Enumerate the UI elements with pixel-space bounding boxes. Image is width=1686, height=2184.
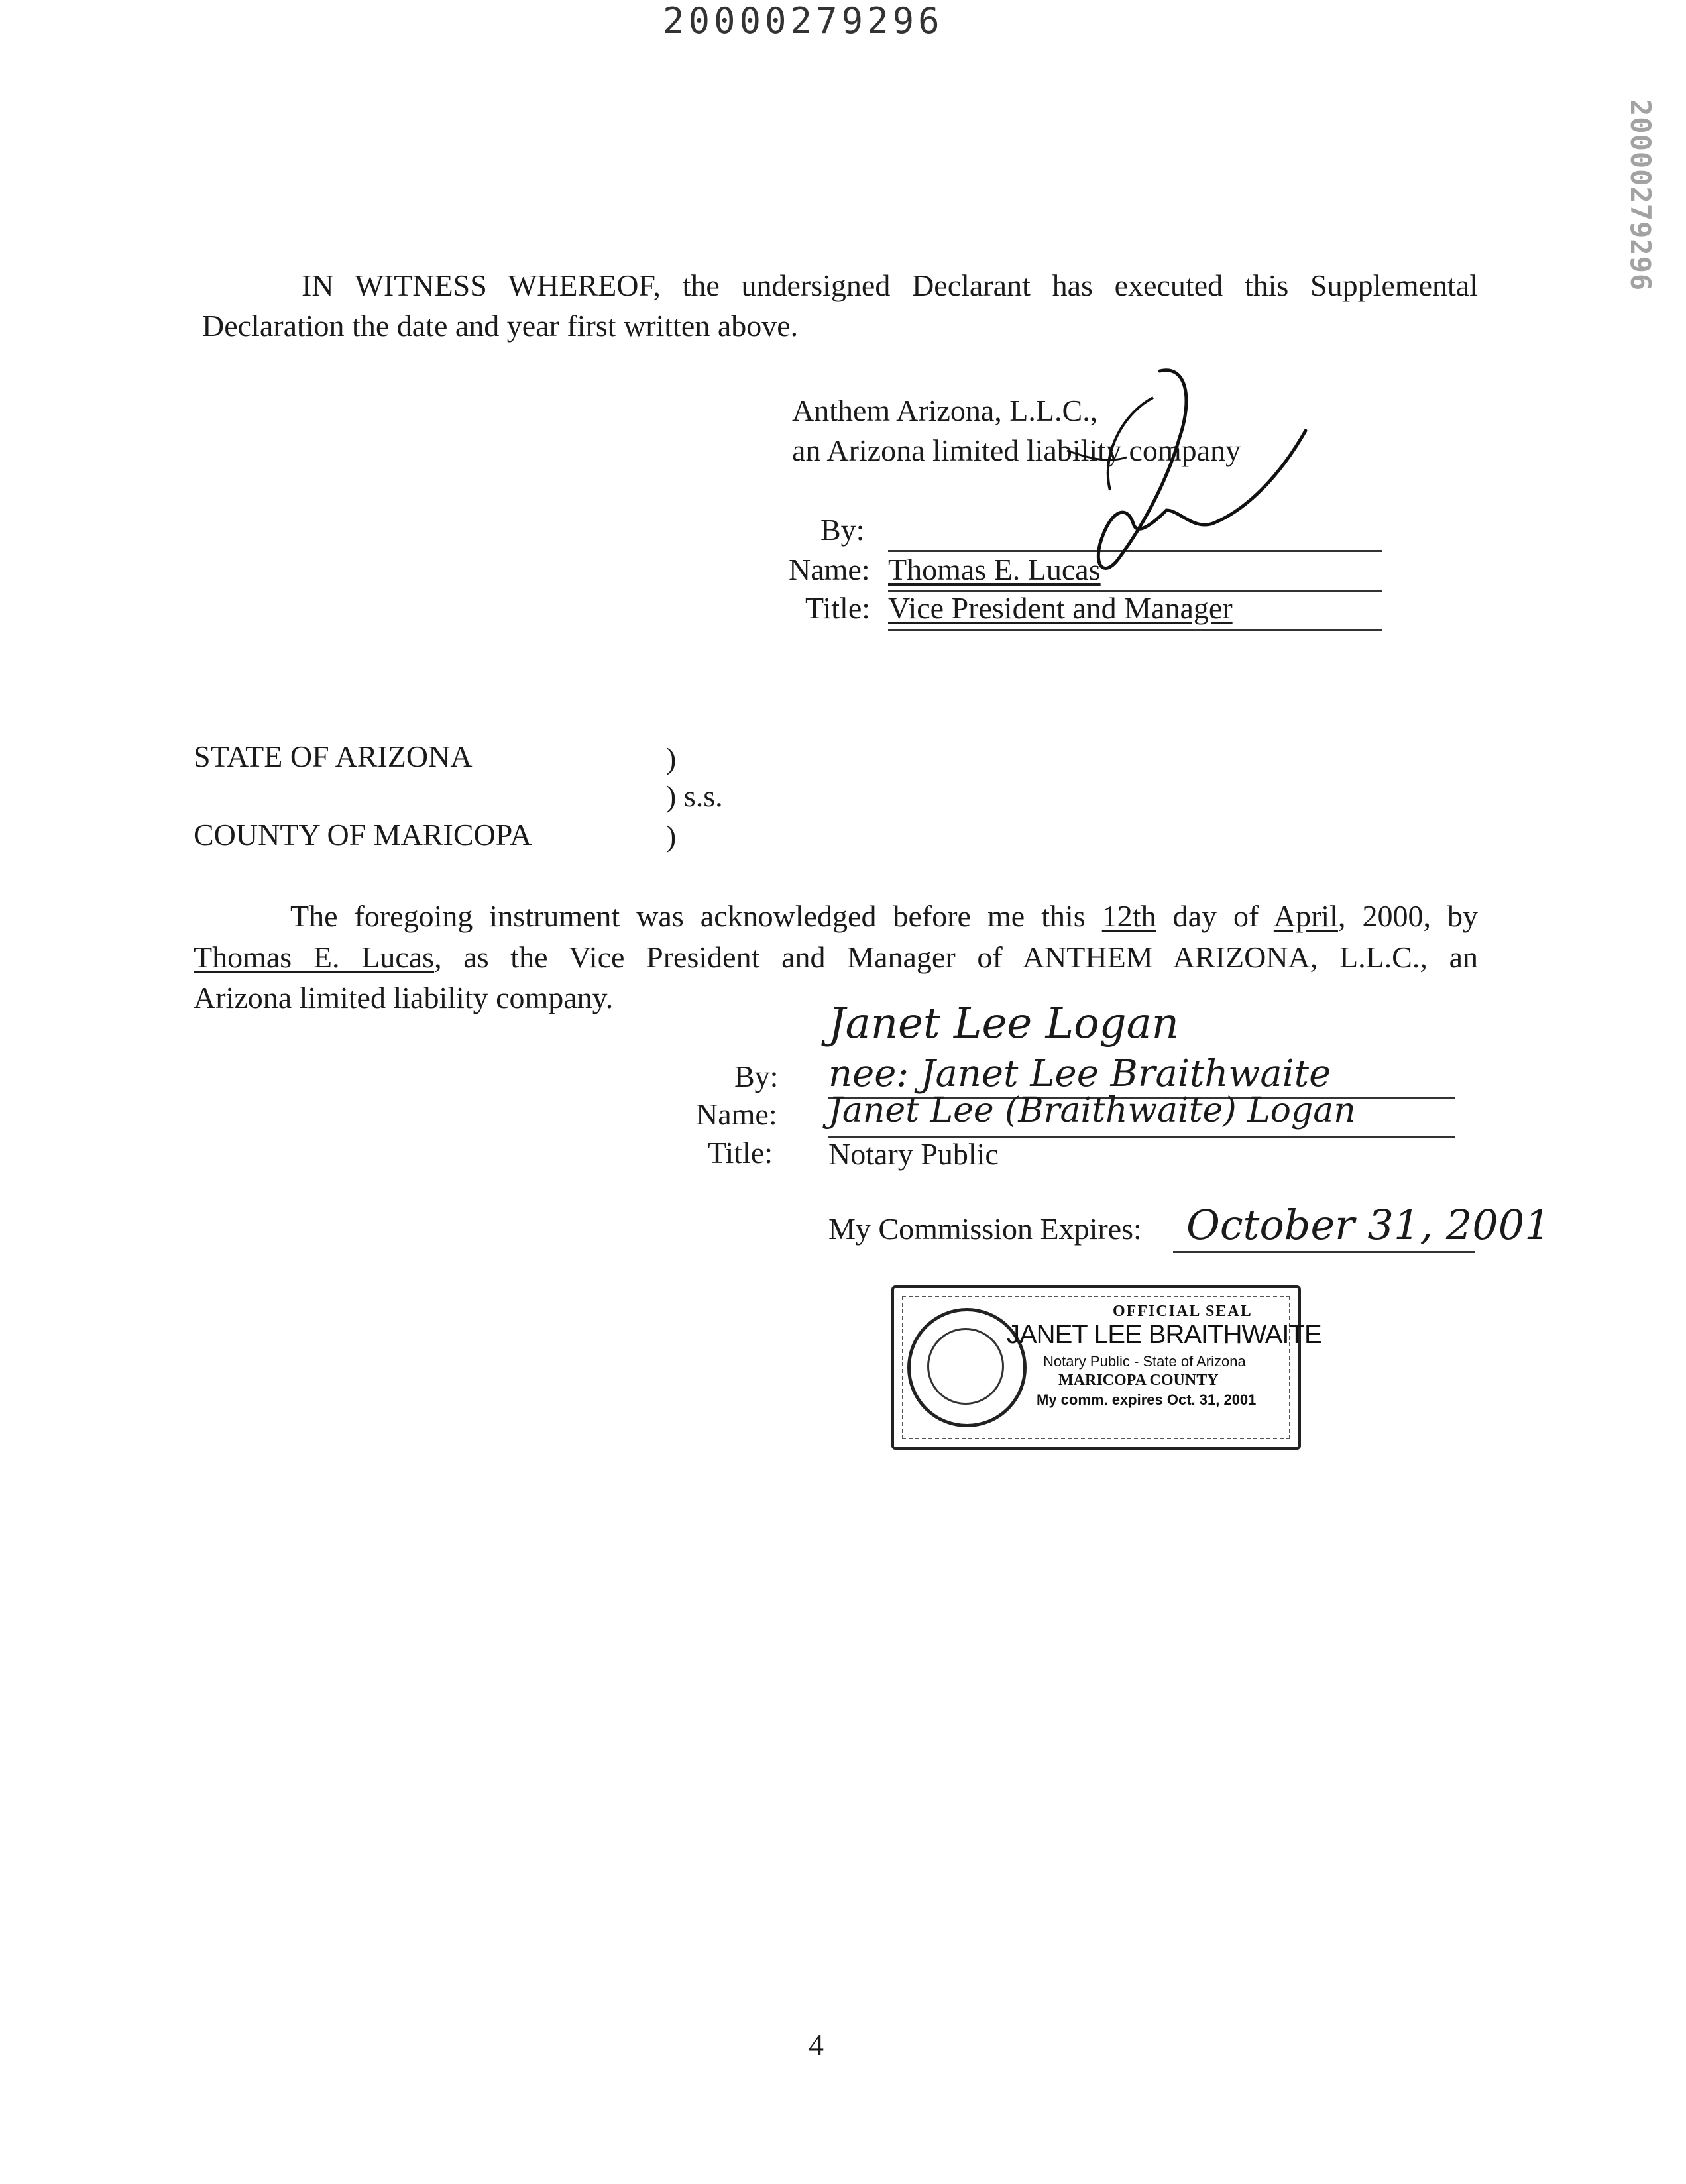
notary-title-label: Title: (708, 1136, 773, 1170)
company-description: an Arizona limited liability company (792, 433, 1241, 467)
ack-month: April (1273, 899, 1338, 933)
witness-word: IN (302, 268, 334, 302)
company-name: Anthem Arizona, L.L.C., (792, 394, 1098, 427)
notary-name-value: Janet Lee (Braithwaite) Logan (828, 1091, 1356, 1130)
ack-text-b: day of (1172, 899, 1259, 933)
witness-word: the (682, 268, 720, 302)
notary-by-value: nee: Janet Lee Braithwaite (828, 1052, 1331, 1095)
acknowledgment-line-3: Arizona limited liability company. (194, 981, 614, 1014)
state-seal-emblem-inner (927, 1328, 1004, 1405)
witness-word: undersigned (741, 268, 891, 302)
ack-text-c: , 2000, by (1337, 899, 1479, 933)
witness-word: executed (1114, 268, 1223, 302)
acknowledgment-line-1 (290, 896, 1478, 937)
page-number: 4 (809, 2028, 824, 2061)
venue-paren-bottom: ) (666, 819, 677, 853)
witness-clause-line-1 (302, 265, 1478, 306)
declarant-signature (994, 358, 1312, 583)
venue-state: STATE OF ARIZONA (194, 739, 473, 773)
commission-expires-label: My Commission Expires: (828, 1212, 1142, 1246)
seal-line-3: My comm. expires Oct. 31, 2001 (1037, 1392, 1257, 1408)
declarant-by-label: By: (820, 513, 865, 547)
official-notary-seal (891, 1285, 1321, 1450)
witness-word: this (1244, 268, 1289, 302)
ack-text-a: The foregoing instrument was acknowledged before me this (290, 899, 1086, 933)
declarant-title-label: Title: (805, 591, 871, 625)
venue-ss: ) s.s. (666, 779, 723, 813)
seal-heading: OFFICIAL SEAL (1113, 1303, 1253, 1320)
declarant-title-line (888, 629, 1382, 631)
notary-name-label: Name: (696, 1097, 777, 1131)
venue-paren-top: ) (666, 741, 677, 775)
witness-word: WITNESS (355, 268, 487, 302)
witness-word: has (1052, 268, 1093, 302)
declarant-name-value: Thomas E. Lucas (888, 553, 1101, 586)
acknowledgment-line-2 (194, 937, 1478, 978)
notary-by-label: By: (734, 1060, 779, 1093)
seal-line-1: Notary Public - State of Arizona (1043, 1353, 1246, 1370)
commission-expires-value: October 31, 2001 (1186, 1201, 1551, 1249)
ack-signer-name: Thomas E. Lucas (194, 940, 435, 974)
declarant-title-value: Vice President and Manager (888, 591, 1233, 625)
commission-expires-line (1173, 1251, 1475, 1253)
document-number: 20000279296 (663, 0, 944, 42)
witness-word: Supplemental (1310, 268, 1479, 302)
seal-line-2: MARICOPA COUNTY (1058, 1372, 1219, 1389)
witness-clause-line-2: Declaration the date and year first written above. (202, 309, 799, 343)
witness-word: Declarant (912, 268, 1031, 302)
side-document-number: 20000279296 (1624, 99, 1657, 292)
notary-title-value: Notary Public (828, 1137, 999, 1171)
witness-word: WHEREOF, (508, 268, 661, 302)
seal-notary-name: JANET LEE BRAITHWAITE (1007, 1320, 1321, 1349)
ack-day: 12th (1101, 899, 1156, 933)
ack-text-rest: , as the Vice President and Manager of ANTHEM ARIZONA, L.L.C., an (434, 940, 1478, 974)
venue-county: COUNTY OF MARICOPA (194, 818, 532, 851)
declarant-name-label: Name: (789, 553, 870, 586)
notary-signature: Janet Lee Logan (828, 999, 1179, 1048)
